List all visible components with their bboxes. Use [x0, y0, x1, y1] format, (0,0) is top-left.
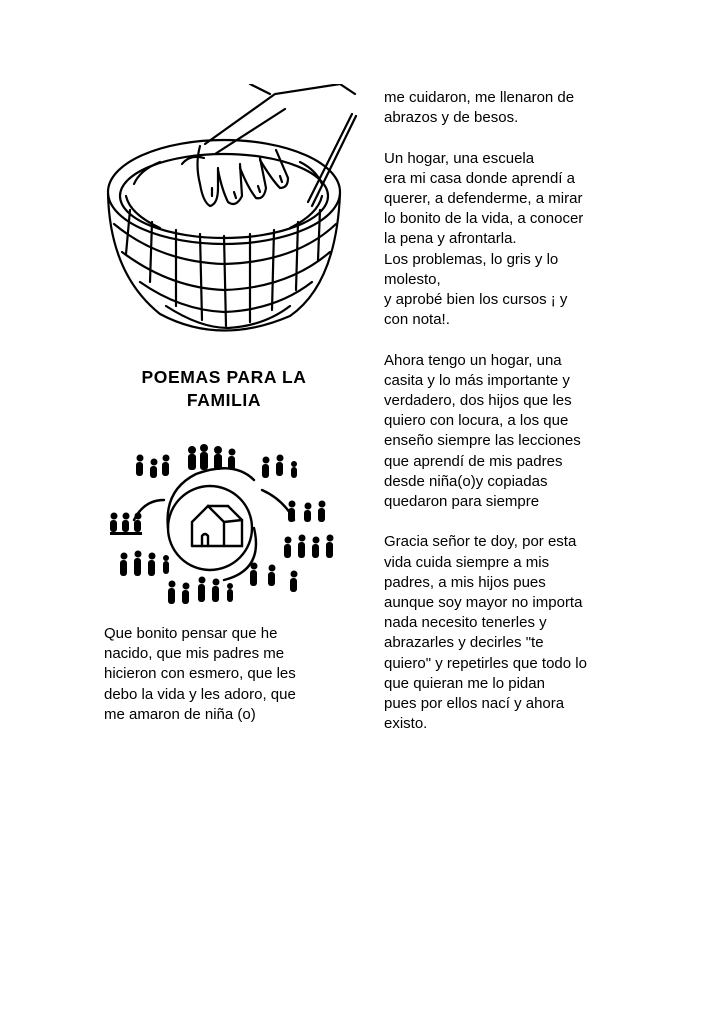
right-line: quiero" y repetirles que todo lo: [384, 654, 587, 672]
right-line: pues por ellos nací y ahora: [384, 695, 565, 713]
right-line: querer, a defenderme, a mirar: [384, 190, 583, 207]
right-paragraph-3: [384, 351, 634, 513]
left-paragraph: [104, 624, 340, 725]
right-line: Los problemas, lo gris y lo: [384, 250, 559, 268]
left-line: Que bonito pensar que he: [104, 625, 278, 642]
right-line: nada necesito tenerles y: [384, 614, 547, 632]
right-line: era mi casa donde aprendí a: [384, 169, 575, 187]
right-line: me cuidaron, me llenaron de: [384, 89, 575, 106]
right-line: Gracia señor te doy, por esta: [384, 533, 577, 551]
right-line: aunque soy mayor no importa: [384, 594, 583, 612]
right-line: molesto,: [384, 270, 441, 288]
right-line: verdadero, dos hijos que les: [384, 392, 572, 410]
left-line: hicieron con esmero, que les: [104, 665, 296, 683]
basket-hand-illustration: [100, 84, 360, 346]
right-line: vida cuida siempre a mis: [384, 553, 550, 571]
title-line-1: POEMAS PARA LA: [141, 367, 307, 387]
right-line: existo.: [384, 715, 428, 733]
title-line-2: FAMILIA: [186, 390, 262, 410]
right-paragraph-4: [384, 532, 634, 734]
right-line: quedaron para siempre: [384, 493, 540, 511]
right-paragraph-1: [384, 88, 634, 128]
right-line: y aprobé bien los cursos ¡ y: [384, 291, 568, 309]
right-line: abrazarles y decirles "te: [384, 634, 544, 652]
page-title: [110, 366, 338, 412]
right-line: casita y lo más importante y: [384, 371, 570, 389]
right-paragraph-2: [384, 149, 634, 331]
right-line: que quieran me lo pidan: [384, 674, 545, 692]
right-line: con nota!.: [384, 311, 450, 329]
right-column: [384, 88, 634, 734]
right-line: Ahora tengo un hogar, una: [384, 351, 562, 369]
right-line: quiero con locura, a los que: [384, 412, 569, 430]
left-line: debo la vida y les adoro, que: [104, 685, 296, 703]
right-line: desde niña(o)y copiadas: [384, 472, 548, 490]
left-line: nacido, que mis padres me: [104, 645, 285, 663]
family-illustration: [104, 440, 340, 616]
right-line: Un hogar, una escuela: [384, 149, 535, 167]
right-line: lo bonito de la vida, a conocer: [384, 210, 584, 228]
right-line: enseño siempre las lecciones: [384, 432, 581, 450]
right-line: la pena y afrontarla.: [384, 230, 517, 248]
right-line: que aprendí de mis padres: [384, 452, 563, 470]
right-line: abrazos y de besos.: [384, 109, 519, 127]
left-line: me amaron de niña (o): [104, 705, 256, 723]
right-line: padres, a mis hijos pues: [384, 573, 546, 591]
